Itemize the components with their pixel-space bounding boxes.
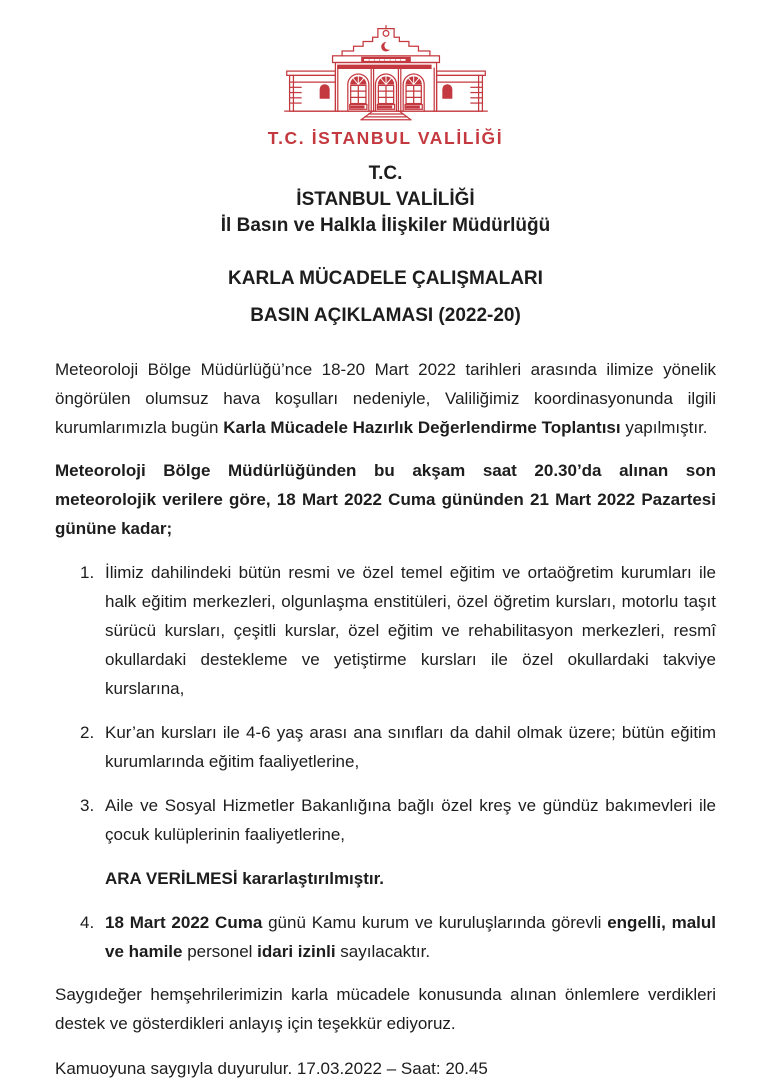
list-text: İlimiz dahilindeki bütün resmi ve özel temel eğitim ve ortaöğretim kurumları ile halk eğitim merkezleri, olgunlaşma enstitüleri, özel öğretim kursları, motorlu taşıt sürücü kursları, çeşitli kurslar, özel eğitim ve rehabilitasyon merkezleri, resmî okullardaki destekleme ve yetiştirme kursları ile özel okullardaki takviye kurslarına,	[105, 563, 716, 698]
paragraph-closing: Saygıdeğer hemşehrilerimizin karla mücadele konusunda alınan önlemlere verdikleri destek ve gösterdikleri anlayış için teşekkür ediyoruz.	[55, 985, 716, 1033]
logo-caption: T.C. İSTANBUL VALİLİĞİ	[267, 128, 504, 148]
list-number: 2.	[80, 723, 95, 742]
paragraph-intro: Meteoroloji Bölge Müdürlüğü’nce 18-20 Mart 2022 tarihleri arasında ilimize yönelik öngörülen olumsuz hava koşulları nedeniyle, Valiliğimiz koordinasyonunda ilgili kurumlarımızla bugün Karla Mücadele Hazırlık Değerlendirme Toplantısı yapılmıştır.	[55, 360, 716, 437]
letterhead-line-valilik: İSTANBUL VALİLİĞİ	[296, 189, 475, 210]
paragraph-announcement: Kamuoyuna saygıyla duyurulur. 17.03.2022 – Saat: 20.45	[55, 1059, 488, 1078]
logo	[55, 24, 716, 149]
list-number: 1.	[80, 563, 95, 582]
list-item	[55, 908, 716, 966]
list-text: Aile ve Sosyal Hizmetler Bakanlığına bağlı özel kreş ve gündüz bakımevleri ile çocuk kulüplerinin faaliyetlerine,	[105, 796, 716, 844]
list-item	[55, 791, 716, 849]
list-text: ARA VERİLMESİ kararlaştırılmıştır.	[105, 869, 385, 888]
list-text: Kur’an kursları ile 4-6 yaş arası ana sınıfları da dahil olmak üzere; bütün eğitim kurumlarında eğitim faaliyetlerine,	[105, 723, 716, 771]
decision-line	[55, 864, 716, 893]
list-number: 3.	[80, 796, 95, 815]
letterhead-line-tc: T.C.	[368, 163, 403, 184]
governorship-building-icon	[281, 24, 491, 122]
list-item	[55, 558, 716, 703]
document-subtitle: BASIN AÇIKLAMASI (2022-20)	[250, 305, 521, 326]
paragraph-forecast: Meteoroloji Bölge Müdürlüğünden bu akşam saat 20.30’da alınan son meteorolojik verilere göre, 18 Mart 2022 Cuma gününden 21 Mart 2022 Pazartesi gününe kadar;	[55, 461, 716, 538]
press-list	[55, 558, 716, 966]
letterhead-line-mudurluk: İl Basın ve Halkla İlişkiler Müdürlüğü	[220, 215, 551, 236]
list-text: 18 Mart 2022 Cuma günü Kamu kurum ve kuruluşlarında görevli engelli, malul ve hamile personel idari izinli sayılacaktır.	[105, 913, 716, 961]
letterhead	[55, 161, 716, 239]
list-number	[55, 864, 105, 893]
list-number: 4.	[80, 913, 95, 932]
document-title: KARLA MÜCADELE ÇALIŞMALARI	[228, 268, 543, 289]
list-item	[55, 718, 716, 776]
